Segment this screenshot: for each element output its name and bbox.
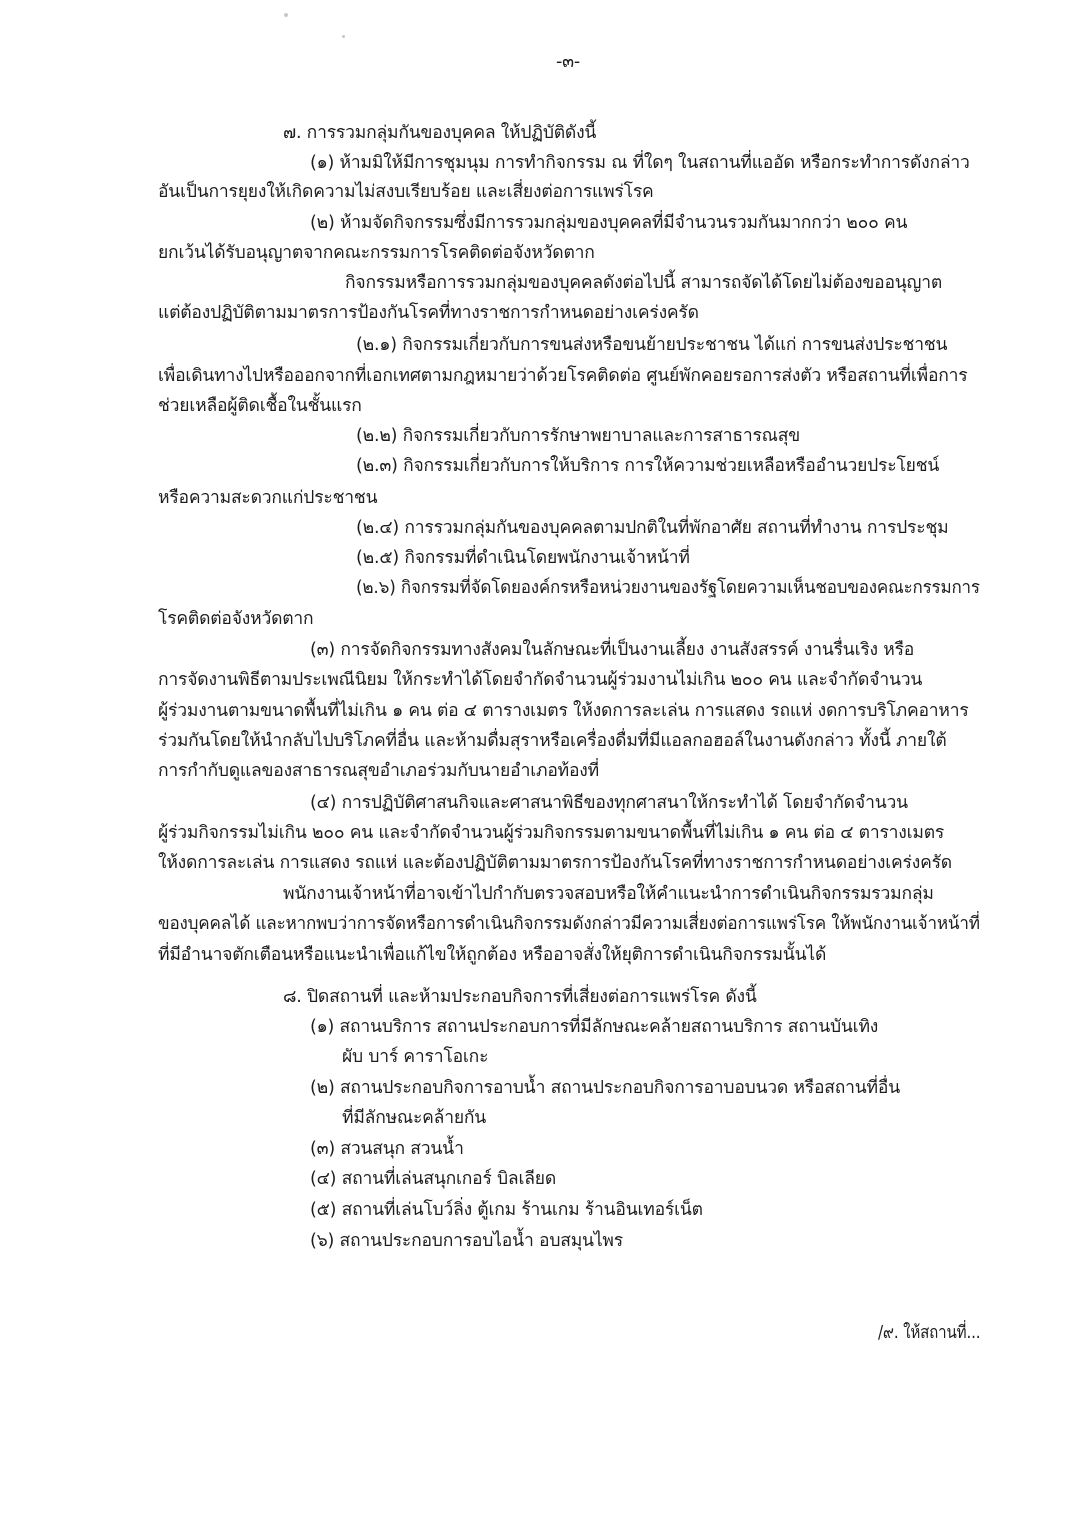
s8-item2-line2: ที่มีลักษณะคล้ายกัน — [342, 1108, 487, 1128]
s8-item3: (๓) สวนสนุก สวนน้ำ — [310, 1139, 464, 1159]
s7-item3-line2: การจัดงานพิธีตามประเพณีนิยม ให้กระทำได้โดยจำกัดจำนวนผู้ร่วมงานไม่เกิน ๒๐๐ คน และจำกัดจำนวน — [158, 670, 923, 690]
s7-sub6-line1: (๒.๖) กิจกรรมที่จัดโดยองค์กรหรือหน่วยงานของรัฐโดยความเห็นชอบของคณะกรรมการ — [356, 578, 980, 598]
s7-sub4: (๒.๔) การรวมกลุ่มกันของบุคคลตามปกติในที่พักอาศัย สถานที่ทำงาน การประชุม — [356, 518, 949, 538]
s8-item1-line2: ผับ บาร์ คาราโอเกะ — [342, 1047, 489, 1067]
s7-item1-line1: (๑) ห้ามมิให้มีการชุมนุม การทำกิจกรรม ณ ที่ใดๆ ในสถานที่แออัด หรือกระทำการดังกล่าว — [310, 153, 970, 173]
s7-item4-line2: ผู้ร่วมกิจกรรมไม่เกิน ๒๐๐ คน และจำกัดจำนวนผู้ร่วมกิจกรรมตามขนาดพื้นที่ไม่เกิน ๑ คน ต่อ ๔ ตารางเมตร — [158, 823, 945, 843]
s7-item3-line5: การกำกับดูแลของสาธารณสุขอำเภอร่วมกับนายอำเภอท้องที่ — [158, 761, 599, 781]
s7-item2-exempt-line2: แต่ต้องปฏิบัติตามมาตรการป้องกันโรคที่ทางราชการกำหนดอย่างเคร่งครัด — [158, 303, 699, 323]
section-8-heading: ๘. ปิดสถานที่ และห้ามประกอบกิจการที่เสี่ยงต่อการแพร่โรค ดังนี้ — [283, 987, 757, 1007]
s7-item4-line3: ให้งดการละเล่น การแสดง รถแห่ และต้องปฏิบัติตามมาตรการป้องกันโรคที่ทางราชการกำหนดอย่างเคร่งครัด — [158, 853, 952, 873]
s7-item2-line2: ยกเว้นได้รับอนุญาตจากคณะกรรมการโรคติดต่อจังหวัดตาก — [158, 243, 595, 263]
s7-item2-line1: (๒) ห้ามจัดกิจกรรมซึ่งมีการรวมกลุ่มของบุคคลที่มีจำนวนรวมกันมากกว่า ๒๐๐ คน — [310, 213, 908, 233]
s7-officer-line2: ของบุคคลได้ และหากพบว่าการจัดหรือการดำเนินกิจกรรมดังกล่าวมีความเสี่ยงต่อการแพร่โรค ให้พนักงานเจ้าหน้าที่ — [158, 914, 980, 934]
page-number: -๓- — [556, 52, 580, 72]
s7-item3-line4: ร่วมกันโดยให้นำกลับไปบริโภคที่อื่น และห้ามดื่มสุราหรือเครื่องดื่มที่มีแอลกอฮอล์ในงานดังกล่าว ทั้งนี้ ภายใต้ — [158, 731, 947, 751]
s8-item1-line1: (๑) สถานบริการ สถานประกอบการที่มีลักษณะคล้ายสถานบริการ สถานบันเทิง — [310, 1017, 879, 1037]
s8-item6: (๖) สถานประกอบการอบไอน้ำ อบสมุนไพร — [310, 1231, 623, 1251]
s8-item2-line1: (๒) สถานประกอบกิจการอาบน้ำ สถานประกอบกิจการอาบอบนวด หรือสถานที่อื่น — [310, 1078, 900, 1098]
s7-item3-line3: ผู้ร่วมงานตามขนาดพื้นที่ไม่เกิน ๑ คน ต่อ ๔ ตารางเมตร ให้งดการละเล่น การแสดง รถแห่ งดการบริโภคอาหาร — [158, 701, 969, 721]
s7-officer-line1: พนักงานเจ้าหน้าที่อาจเข้าไปกำกับตรวจสอบหรือให้คำแนะนำการดำเนินกิจกรรมรวมกลุ่ม — [283, 884, 934, 904]
s7-item3-line1: (๓) การจัดกิจกรรมทางสังคมในลักษณะที่เป็นงานเลี้ยง งานสังสรรค์ งานรื่นเริง หรือ — [310, 640, 915, 660]
s8-item5: (๕) สถานที่เล่นโบว์ลิ่ง ตู้เกม ร้านเกม ร้านอินเทอร์เน็ต — [310, 1200, 703, 1220]
s8-item4: (๔) สถานที่เล่นสนุกเกอร์ บิลเลียด — [310, 1169, 556, 1189]
scan-speck — [284, 13, 288, 17]
s7-item4-line1: (๔) การปฏิบัติศาสนกิจและศาสนาพิธีของทุกศาสนาให้กระทำได้ โดยจำกัดจำนวน — [310, 793, 908, 813]
s7-sub3-line2: หรือความสะดวกแก่ประชาชน — [158, 488, 378, 508]
s7-sub2: (๒.๒) กิจกรรมเกี่ยวกับการรักษาพยาบาลและการสาธารณสุข — [356, 426, 800, 446]
s7-sub1-line2: เพื่อเดินทางไปหรือออกจากที่เอกเทศตามกฎหมายว่าด้วยโรคติดต่อ ศูนย์พักคอยรอการส่งตัว หรือสถานที่เพื่อการ — [158, 366, 968, 386]
s7-sub6-line2: โรคติดต่อจังหวัดตาก — [158, 609, 314, 629]
section-7-heading: ๗. การรวมกลุ่มกันของบุคคล ให้ปฏิบัติดังนี้ — [283, 123, 597, 143]
s7-item2-exempt-line1: กิจกรรมหรือการรวมกลุ่มของบุคคลดังต่อไปนี้ สามารถจัดได้โดยไม่ต้องขออนุญาต — [345, 273, 943, 293]
s7-sub5: (๒.๕) กิจกรรมที่ดำเนินโดยพนักงานเจ้าหน้าที่ — [356, 548, 690, 568]
scan-speck — [342, 35, 345, 38]
s7-sub3-line1: (๒.๓) กิจกรรมเกี่ยวกับการให้บริการ การให้ความช่วยเหลือหรืออำนวยประโยชน์ — [356, 456, 940, 476]
s7-officer-line3: ที่มีอำนาจตักเตือนหรือแนะนำเพื่อแก้ไขให้ถูกต้อง หรืออาจสั่งให้ยุติการดำเนินกิจกรรมนั้นได้ — [158, 945, 827, 965]
s7-sub1-line1: (๒.๑) กิจกรรมเกี่ยวกับการขนส่งหรือขนย้ายประชาชน ได้แก่ การขนส่งประชาชน — [356, 335, 948, 355]
continuation-note: /๙. ให้สถานที่... — [878, 1323, 981, 1343]
s7-item1-line2: อันเป็นการยุยงให้เกิดความไม่สงบเรียบร้อย และเสี่ยงต่อการแพร่โรค — [158, 182, 654, 202]
s7-sub1-line3: ช่วยเหลือผู้ติดเชื้อในชั้นแรก — [158, 396, 362, 416]
